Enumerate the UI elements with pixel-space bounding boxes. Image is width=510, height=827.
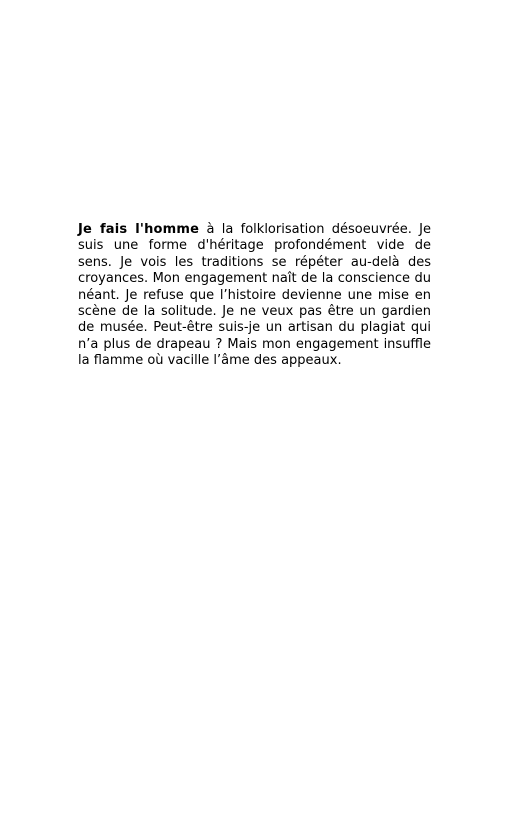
paragraph-lead: Je fais l'homme	[78, 222, 200, 237]
paragraph-text: à la folklorisation désoeuvrée. Je suis une forme d'héritage profondément vide de sens. Je vois les traditions se répéter au-delà des croyances. Mon engagement naît de la conscience du néant. Je refuse que l’histoire devienne une mise en scène de la solitude. Je ne veux pas être un gardien de musée. Peut-être suis-je un artisan du plagiat qui n’a plus de drapeau ? Mais mon engagement insuffle la flamme où vacille l’âme des appeaux.	[78, 222, 432, 369]
body-paragraph	[78, 222, 431, 370]
